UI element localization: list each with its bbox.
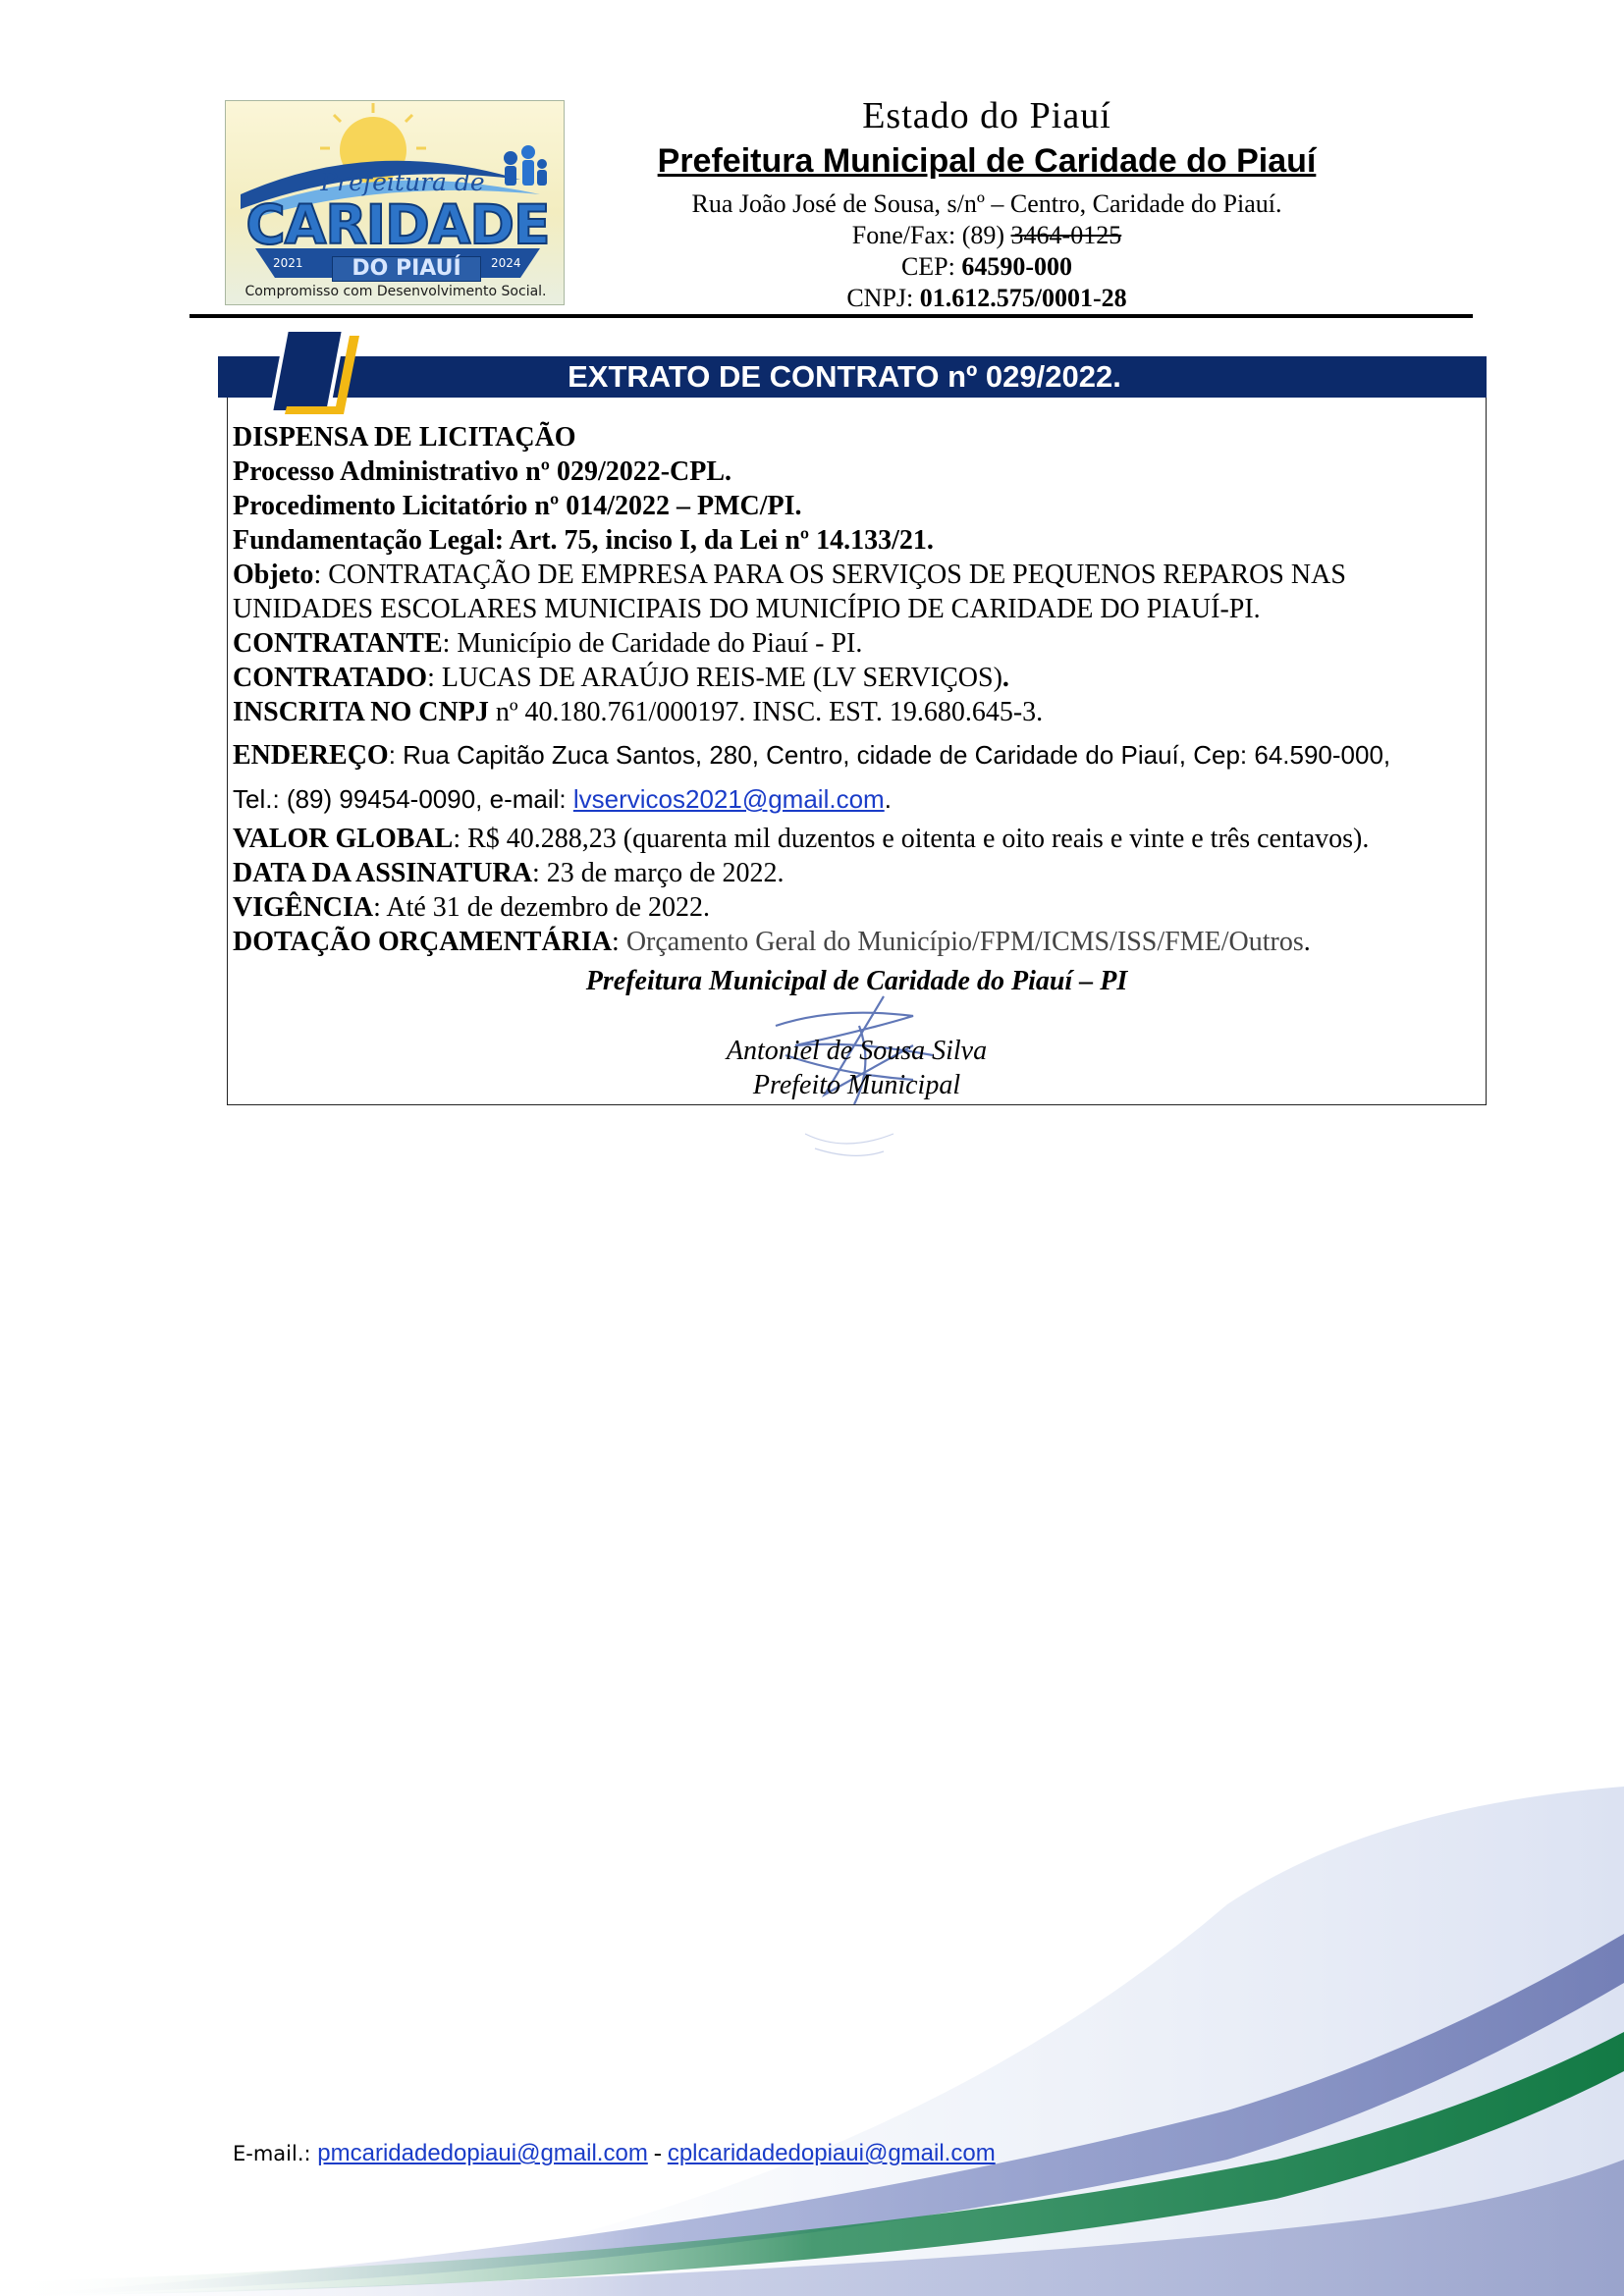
prefecture-phone xyxy=(628,221,1345,250)
contratado-value: : LUCAS DE ARAÚJO REIS-ME (LV SERVIÇOS) xyxy=(427,663,1002,693)
data-value: : 23 de março de 2022. xyxy=(531,858,785,888)
signer-name: Antoniel de Sousa Silva xyxy=(726,1036,988,1066)
contratado-label: CONTRATADO xyxy=(233,663,428,693)
extract-body xyxy=(233,420,1480,959)
valor-value: : R$ 40.288,23 (quarenta mil duzentos e oitenta e oito reais e vinte e três centavos). xyxy=(453,824,1370,854)
dotacao-value: Orçamento Geral do Município/FPM/ICMS/ISS/FME/Outros xyxy=(625,927,1304,957)
vigencia-line xyxy=(233,890,1480,925)
contract-cnpj-label: INSCRITA NO CNPJ xyxy=(233,697,489,727)
data-label: DATA DA ASSINATURA xyxy=(233,858,532,888)
procedimento-line: Procedimento Licitatório nº 014/2022 – PMC/PI. xyxy=(233,491,802,521)
dotacao-line xyxy=(233,925,1480,959)
data-line xyxy=(233,856,1480,890)
endereco-phone: Tel.: (89) 99454-0090, e-mail: xyxy=(233,784,573,814)
contratado-line xyxy=(233,661,1480,695)
prefecture-cnpj xyxy=(628,284,1345,313)
endereco-line-2 xyxy=(233,777,1480,822)
logo-year-start: 2021 xyxy=(273,256,303,270)
prefecture-cep xyxy=(628,252,1345,282)
phone-number: 3464-0125 xyxy=(1010,221,1122,249)
dotacao-label: DOTAÇÃO ORÇAMENTÁRIA xyxy=(233,927,613,957)
cep-label: CEP: xyxy=(900,252,962,281)
extract-title: EXTRATO DE CONTRATO nº 029/2022. xyxy=(568,359,1121,394)
contratado-end: . xyxy=(1001,663,1009,693)
contratante-line xyxy=(233,626,1480,661)
footer-email-label: E-mail.: xyxy=(233,2142,318,2165)
vigencia-label: VIGÊNCIA xyxy=(233,892,374,923)
footer-email-link-2[interactable]: cplcaridadedopiaui@gmail.com xyxy=(667,2140,996,2166)
cep-value: 64590-000 xyxy=(961,252,1073,281)
organization-signature-line: Prefeitura Municipal de Caridade do Piauí – PI xyxy=(585,966,1128,996)
cnpj-label: CNPJ: xyxy=(846,284,920,312)
logo-year-end: 2024 xyxy=(491,256,521,270)
footer-separator: - xyxy=(647,2141,668,2166)
contratante-value: : Município de Caridade do Piauí - PI. xyxy=(442,628,863,659)
cnpj-line xyxy=(233,695,1480,729)
valor-label: VALOR GLOBAL xyxy=(233,824,454,854)
prefecture-address: Rua João José de Sousa, s/nº – Centro, Caridade do Piauí. xyxy=(691,189,1282,218)
dotacao-sep: : xyxy=(612,927,626,957)
objeto-line-2: UNIDADES ESCOLARES MUNICIPAIS DO MUNICÍPIO DE CARIDADE DO PIAUÍ-PI. xyxy=(233,594,1261,624)
logo-main-text: CARIDADE xyxy=(245,193,550,256)
endereco-label: ENDEREÇO xyxy=(233,740,389,771)
contract-cnpj-value: nº 40.180.761/000197. INSC. EST. 19.680.645-3. xyxy=(488,697,1044,727)
endereco-end: . xyxy=(884,784,892,814)
footer-email-link-1[interactable]: pmcaridadedopiaui@gmail.com xyxy=(317,2140,648,2166)
endereco-line xyxy=(233,733,1480,777)
objeto-label: Objeto xyxy=(233,560,314,590)
state-name: Estado do Piauí xyxy=(862,95,1111,136)
fundamentacao-line: Fundamentação Legal: Art. 75, inciso I, da Lei nº 14.133/21. xyxy=(233,525,934,556)
objeto-value: : CONTRATAÇÃO DE EMPRESA PARA OS SERVIÇOS DE PEQUENOS REPAROS NAS xyxy=(313,560,1346,590)
dotacao-end: . xyxy=(1303,927,1311,957)
header-divider xyxy=(189,314,1473,318)
logo-sub-text: DO PIAUÍ xyxy=(332,256,481,282)
valor-line xyxy=(233,822,1480,856)
logo-slogan: Compromisso com Desenvolvimento Social. xyxy=(244,284,547,299)
vigencia-value: : Até 31 de dezembro de 2022. xyxy=(373,892,711,923)
footer-contacts xyxy=(233,2140,996,2167)
endereco-value: : Rua Capitão Zuca Santos, 280, Centro, cidade de Caridade do Piauí, Cep: 64.590-000, xyxy=(388,740,1391,770)
contratante-label: CONTRATANTE xyxy=(233,628,443,659)
contractor-email-link[interactable]: lvservicos2021@gmail.com xyxy=(572,784,885,814)
phone-label: Fone/Fax: (89) xyxy=(851,221,1011,249)
cnpj-value: 01.612.575/0001-28 xyxy=(919,284,1127,312)
dispensa-line: DISPENSA DE LICITAÇÃO xyxy=(233,422,576,453)
footer-swoosh-decoration xyxy=(0,1787,1624,2296)
processo-line: Processo Administrativo nº 029/2022-CPL. xyxy=(233,456,732,487)
municipality-logo xyxy=(225,100,565,305)
prefecture-name: Prefeitura Municipal de Caridade do Piauí xyxy=(657,142,1317,180)
logo-top-text: Prefeitura de xyxy=(320,168,485,196)
signer-role: Prefeito Municipal xyxy=(752,1070,961,1100)
objeto-line xyxy=(233,558,1480,592)
